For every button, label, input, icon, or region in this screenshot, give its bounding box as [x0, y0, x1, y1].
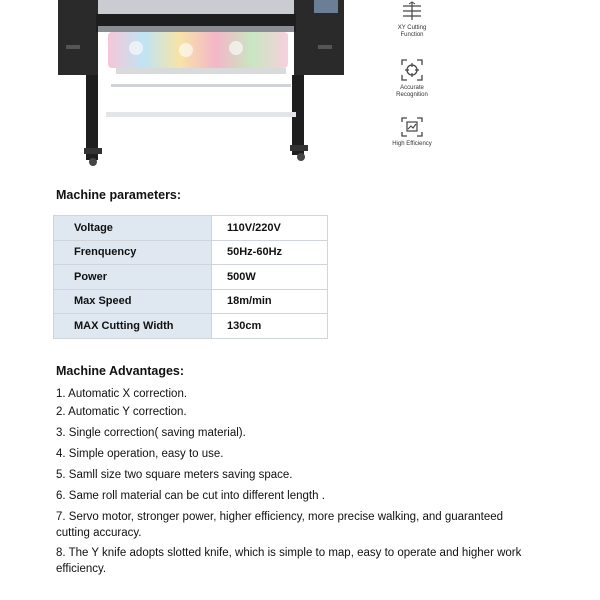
- feature-xy-cutting: [377, 0, 447, 39]
- xy-cutting-icon: [401, 0, 423, 22]
- advantage-item: 2. Automatic Y correction.: [56, 406, 187, 418]
- table-row: [54, 216, 328, 241]
- param-key: Power: [54, 265, 212, 290]
- advantage-item: 3. Single correction( saving material).: [56, 427, 246, 439]
- feature-high-efficiency: [377, 116, 447, 148]
- param-value: 500W: [212, 265, 328, 290]
- param-key: Voltage: [54, 216, 212, 241]
- advantage-item: 4. Simple operation, easy to use.: [56, 448, 224, 460]
- feature-label-line: Accurate: [400, 85, 424, 91]
- advantage-item: 7. Servo motor, stronger power, higher efficiency, more precise walking, and guaranteed cutting accuracy.: [56, 511, 504, 539]
- feature-label-line: XY Cutting: [397, 25, 427, 31]
- table-row: [54, 240, 328, 265]
- advantage-item: 1. Automatic X correction.: [56, 388, 188, 400]
- param-value: 18m/min: [212, 289, 328, 314]
- advantage-item: 6. Same roll material can be cut into different length .: [56, 490, 325, 502]
- param-key: Max Speed: [54, 289, 212, 314]
- feature-label-line: High Efficiency: [392, 141, 432, 147]
- table-row: [54, 265, 328, 290]
- feature-label-line: Function: [400, 32, 424, 38]
- advantage-item: 5. Samll size two square meters saving space.: [56, 469, 293, 481]
- advantages-heading: Machine Advantages:: [56, 364, 185, 378]
- parameters-heading: Machine parameters:: [56, 188, 182, 202]
- accurate-recognition-icon: [400, 58, 424, 82]
- high-efficiency-icon: [400, 116, 424, 138]
- table-row: [54, 314, 328, 339]
- table-row: [54, 289, 328, 314]
- param-value: 130cm: [212, 314, 328, 339]
- param-key: Frenquency: [54, 240, 212, 265]
- parameters-table: [53, 215, 328, 339]
- feature-label-line: Recognition: [396, 92, 428, 98]
- cutting-machine-image: [56, 0, 356, 168]
- param-key: MAX Cutting Width: [54, 314, 212, 339]
- feature-accurate-recognition: [377, 58, 447, 99]
- advantage-item: 8. The Y knife adopts slotted knife, which is simple to map, easy to operate and higher work efficiency.: [56, 547, 522, 575]
- param-value: 110V/220V: [212, 216, 328, 241]
- param-value: 50Hz-60Hz: [212, 240, 328, 265]
